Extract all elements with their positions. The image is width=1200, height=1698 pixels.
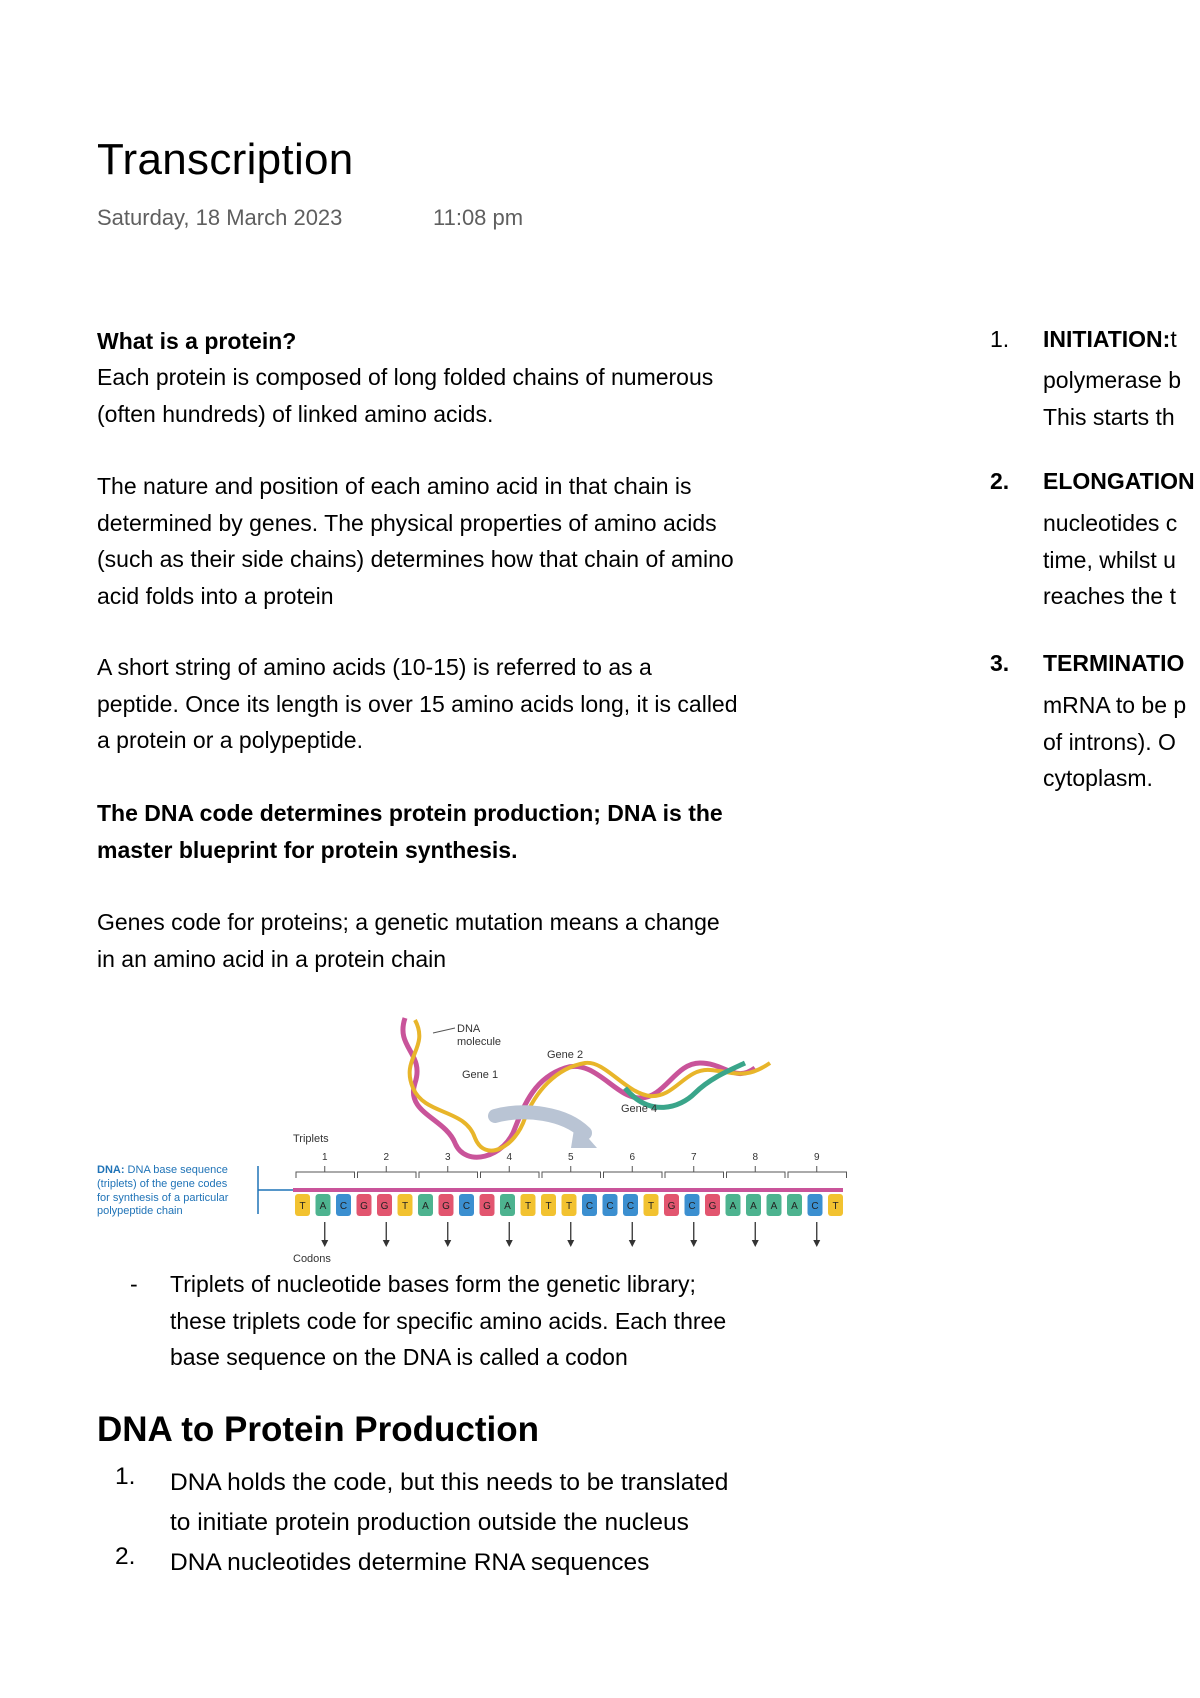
page-time: 11:08 pm bbox=[433, 205, 524, 230]
triplet-bracket bbox=[727, 1166, 786, 1178]
triplet-number: 9 bbox=[813, 1152, 820, 1163]
side-label-line4: polypeptide chain bbox=[97, 1205, 183, 1217]
base-letter: T bbox=[545, 1201, 552, 1212]
base-letter: T bbox=[647, 1201, 655, 1212]
paragraph-dna-blueprint: The DNA code determines protein production; DNA is the master blueprint for protein synthesis. bbox=[97, 800, 723, 863]
dna-triplets-figure bbox=[95, 1008, 855, 1270]
label-codons: Codons bbox=[293, 1253, 331, 1265]
codon-arrow-head bbox=[752, 1240, 759, 1247]
base-letter: G bbox=[380, 1201, 389, 1212]
triplet-bracket bbox=[419, 1166, 478, 1178]
right-item-2-label: ELONGATION bbox=[1043, 468, 1195, 494]
base-letter: G bbox=[708, 1201, 717, 1212]
label-dna: DNA bbox=[457, 1023, 481, 1035]
right-item-1-text: polymerase b This starts th bbox=[1043, 367, 1182, 430]
triplet-number: 5 bbox=[567, 1152, 574, 1163]
label-gene1: Gene 1 bbox=[462, 1069, 499, 1081]
codon-arrow-head bbox=[383, 1240, 390, 1247]
triplet-number: 3 bbox=[444, 1152, 451, 1163]
right-item-1-label bbox=[1043, 326, 1200, 353]
right-item-2-text: nucleotides c time, whilst u reaches the t bbox=[1043, 510, 1178, 609]
triplet-number: 1 bbox=[321, 1152, 328, 1163]
ol-item-1-text: DNA holds the code, but this needs to be translated to initiate protein production outside the nucleus bbox=[170, 1469, 729, 1536]
page-date: Saturday, 18 March 2023 bbox=[97, 205, 343, 230]
ol-number-1: 1. bbox=[115, 1463, 136, 1490]
base-letter: C bbox=[462, 1201, 471, 1212]
base-letter: G bbox=[442, 1201, 450, 1212]
triplet-bracket bbox=[604, 1166, 663, 1178]
side-label-bold: DNA: bbox=[97, 1164, 125, 1176]
paragraph-genes-mutation: Genes code for proteins; a genetic mutation means a change in an amino acid in a protein chain bbox=[97, 909, 720, 972]
codon-arrow-head bbox=[567, 1240, 574, 1247]
triplet-bracket bbox=[481, 1166, 540, 1178]
bullet-triplets-text: Triplets of nucleotide bases form the genetic library; these triplets code for specific amino acids. Each three base sequence on the DNA is called a codon bbox=[170, 1271, 727, 1370]
bullet-marker: - bbox=[130, 1271, 138, 1297]
paragraph-protein-composition: Each protein is composed of long folded chains of numerous (often hundreds) of linked amino acids. bbox=[97, 364, 714, 427]
base-letter: C bbox=[811, 1201, 819, 1212]
section-heading-dna-to-protein: DNA to Protein Production bbox=[97, 1410, 540, 1449]
right-item-3-text: mRNA to be p of introns). O cytoplasm. bbox=[1043, 692, 1187, 791]
base-letter: A bbox=[504, 1201, 511, 1212]
triplet-bracket bbox=[788, 1166, 847, 1178]
base-letter: A bbox=[770, 1201, 778, 1212]
side-label-line1: DNA base sequence bbox=[124, 1164, 228, 1176]
triplet-bracket bbox=[665, 1166, 724, 1178]
paragraph-amino-acid-position: The nature and position of each amino acid in that chain is determined by genes. The physical properties of amino acids (such as their side chains) determines how that chain of amino acid folds into a protein bbox=[97, 473, 734, 609]
page-title: Transcription bbox=[97, 135, 354, 184]
base-letter: T bbox=[401, 1201, 409, 1212]
triplet-number: 4 bbox=[506, 1152, 513, 1163]
right-item-1-label-tail: t bbox=[1170, 326, 1177, 352]
codon-arrow-head bbox=[321, 1240, 328, 1247]
codon-arrow-head bbox=[506, 1240, 513, 1247]
right-ol-number-3: 3. bbox=[990, 650, 1010, 676]
base-letter: G bbox=[667, 1201, 676, 1212]
base-letter: C bbox=[626, 1201, 635, 1212]
ol-number-2: 2. bbox=[115, 1543, 136, 1570]
base-letter: C bbox=[606, 1201, 614, 1212]
label-gene2: Gene 2 bbox=[547, 1049, 584, 1061]
question-heading: What is a protein? bbox=[97, 328, 297, 354]
triplet-number: 7 bbox=[690, 1152, 697, 1163]
label-triplets: Triplets bbox=[293, 1133, 329, 1145]
dna-backbone bbox=[293, 1188, 843, 1192]
base-letter: A bbox=[750, 1201, 757, 1212]
triplet-bracket bbox=[296, 1166, 355, 1178]
paragraph-peptide: A short string of amino acids (10-15) is referred to as a peptide. Once its length is over 15 amino acids long, it is called a protein or a polypeptide. bbox=[97, 654, 738, 753]
base-letter: G bbox=[360, 1201, 368, 1212]
base-letter: A bbox=[729, 1201, 737, 1212]
triplet-bracket bbox=[542, 1166, 601, 1178]
base-letter: G bbox=[483, 1201, 491, 1212]
codon-arrow-head bbox=[629, 1240, 636, 1247]
codon-arrow-head bbox=[813, 1240, 820, 1247]
codon-arrow-head bbox=[444, 1240, 451, 1247]
triplet-layer bbox=[295, 1152, 847, 1247]
base-letter: T bbox=[565, 1201, 573, 1212]
triplet-number: 2 bbox=[383, 1152, 390, 1163]
label-gene4: Gene 4 bbox=[621, 1103, 658, 1115]
base-letter: C bbox=[585, 1201, 594, 1212]
triplet-number: 8 bbox=[752, 1152, 759, 1163]
base-letter: A bbox=[791, 1201, 798, 1212]
base-letter: T bbox=[524, 1201, 532, 1212]
svg-text:DNA: DNA base sequence bbox=[97, 1164, 228, 1176]
codon-arrow-head bbox=[690, 1240, 697, 1247]
base-letter: T bbox=[832, 1201, 839, 1212]
triplet-bracket bbox=[358, 1166, 417, 1178]
triplet-number: 6 bbox=[629, 1152, 636, 1163]
ol-item-2-text: DNA nucleotides determine RNA sequences bbox=[170, 1549, 650, 1576]
label-molecule: molecule bbox=[457, 1036, 502, 1048]
right-item-1-label-bold: INITIATION: bbox=[1043, 326, 1171, 352]
base-letter: A bbox=[319, 1201, 327, 1212]
base-letter: C bbox=[688, 1201, 696, 1212]
side-label-line2: (triplets) of the gene codes bbox=[97, 1178, 228, 1190]
base-letter: A bbox=[422, 1201, 429, 1212]
right-ol-number-1: 1. bbox=[990, 326, 1010, 352]
base-letter: C bbox=[339, 1201, 348, 1212]
right-ol-number-2: 2. bbox=[990, 468, 1010, 494]
zoom-arrow bbox=[495, 1112, 585, 1133]
side-label-line3: for synthesis of a particular bbox=[97, 1192, 229, 1204]
right-item-3-label: TERMINATIO bbox=[1043, 650, 1185, 676]
base-letter: T bbox=[299, 1201, 306, 1212]
dna-molecule-illustration bbox=[403, 1018, 770, 1157]
dna-side-label bbox=[97, 1164, 300, 1217]
